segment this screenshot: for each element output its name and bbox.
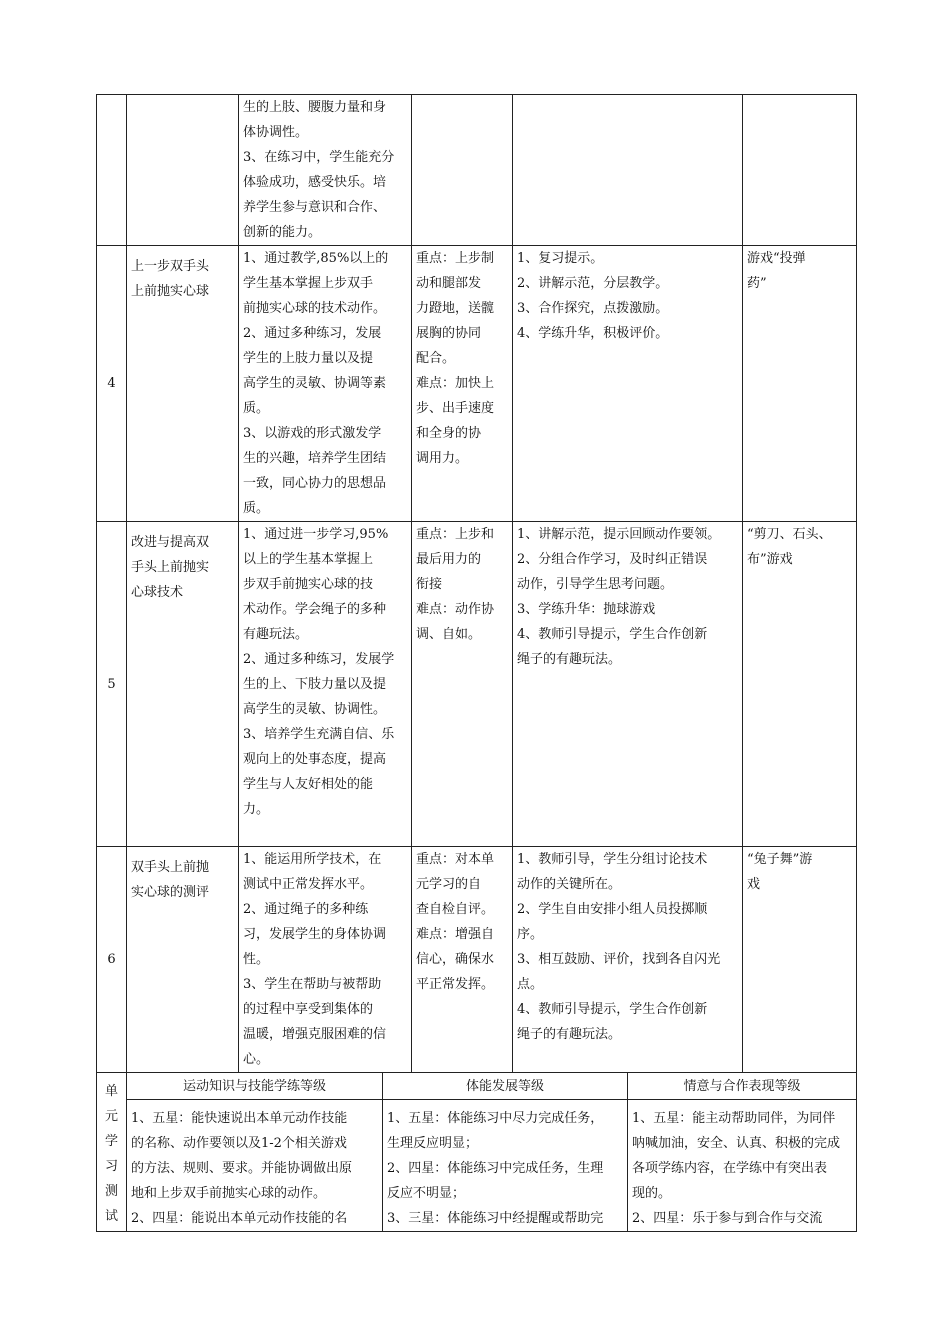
text-line: 3、相互鼓励、评价，找到各自闪光 bbox=[517, 952, 721, 967]
text-line: 1、五星：能快速说出本单元动作技能 bbox=[131, 1111, 348, 1126]
text-line: 3、三星：体能练习中经提醒或帮助完 bbox=[387, 1211, 604, 1226]
text-line: 创新的能力。 bbox=[243, 225, 322, 240]
text-line: 实心球的测评 bbox=[131, 885, 210, 900]
lesson-table bbox=[96, 94, 857, 1073]
lesson-row bbox=[97, 847, 857, 1073]
fitness-criteria bbox=[383, 1100, 628, 1232]
text-line: 现的。 bbox=[632, 1186, 672, 1201]
text-line: 2、通过绳子的多种练 bbox=[243, 902, 369, 917]
lesson-topic bbox=[127, 522, 239, 847]
text-line: 3、在练习中，学生能充分 bbox=[243, 150, 395, 165]
text-line: 3、学生在帮助与被帮助 bbox=[243, 977, 382, 992]
lesson-plan-page bbox=[96, 94, 856, 1232]
text-line: 的过程中享受到集体的 bbox=[243, 1002, 374, 1017]
text-line: 点。 bbox=[517, 977, 544, 992]
lesson-methods bbox=[513, 246, 743, 522]
text-line: 各项学练内容，在学练中有突出表 bbox=[632, 1161, 828, 1176]
text-line: 生理反应明显； bbox=[387, 1136, 479, 1151]
text-line: 最后用力的 bbox=[416, 552, 482, 567]
header-skills: 运动知识与技能学练等级 bbox=[127, 1073, 383, 1100]
text-line: 3、培养学生充满自信、乐 bbox=[243, 727, 395, 742]
text-line: 1、能运用所学技术，在 bbox=[243, 852, 382, 867]
text-line: 戏 bbox=[747, 877, 761, 892]
text-line: 温暖，增强克服困难的信 bbox=[243, 1027, 387, 1042]
text-line: 2、分组合作学习，及时纠正错误 bbox=[517, 552, 708, 567]
text-line: 高学生的灵敏、协调等素 bbox=[243, 376, 387, 391]
text-line: 高学生的灵敏、协调性。 bbox=[243, 702, 387, 717]
lesson-goals bbox=[239, 95, 412, 246]
text-line: 力蹬地，送髋 bbox=[416, 301, 495, 316]
lesson-goals bbox=[239, 522, 412, 847]
text-line: 的方法、规则、要求。并能协调做出原 bbox=[131, 1161, 353, 1176]
text-line: 2、四星：乐于参与到合作与交流 bbox=[632, 1211, 823, 1226]
text-line: 3、学练升华：抛球游戏 bbox=[517, 602, 656, 617]
text-line: 2、四星：体能练习中完成任务，生理 bbox=[387, 1161, 604, 1176]
lesson-row bbox=[97, 95, 857, 246]
assessment-table bbox=[96, 1072, 857, 1232]
text-line: 体验成功，感受快乐。培 bbox=[243, 175, 387, 190]
text-line: 动作，引导学生思考问题。 bbox=[517, 577, 674, 592]
lesson-keypoints bbox=[412, 522, 513, 847]
lesson-topic bbox=[127, 246, 239, 522]
text-line: 习，发展学生的身体协调 bbox=[243, 927, 387, 942]
text-line: 动和腿部发 bbox=[416, 276, 482, 291]
text-line: 手头上前抛实 bbox=[131, 560, 210, 575]
text-line: 1、复习提示。 bbox=[517, 251, 604, 266]
text-line: “兔子舞”游 bbox=[747, 852, 813, 867]
text-line: 游戏“投弹 bbox=[747, 251, 806, 266]
label-char: 测 bbox=[104, 1184, 118, 1199]
text-line: 前抛实心球的技术动作。 bbox=[243, 301, 387, 316]
text-line: 反应不明显； bbox=[387, 1186, 466, 1201]
text-line: 1、五星：能主动帮助同伴，为同伴 bbox=[632, 1111, 836, 1126]
lesson-methods bbox=[513, 522, 743, 847]
lesson-game bbox=[743, 246, 857, 522]
text-line: 观向上的处事态度，提高 bbox=[243, 752, 387, 767]
text-line: 绳子的有趣玩法。 bbox=[517, 652, 622, 667]
text-line: 动作的关键所在。 bbox=[517, 877, 622, 892]
lesson-topic bbox=[127, 95, 239, 246]
text-line: 1、讲解示范，提示回顾动作要领。 bbox=[517, 527, 721, 542]
lesson-keypoints bbox=[412, 95, 513, 246]
text-line: 难点：增强自 bbox=[416, 927, 495, 942]
lesson-row bbox=[97, 246, 857, 522]
text-line: 一致，同心协力的思想品 bbox=[243, 476, 387, 491]
text-line: 学生的上肢力量以及提 bbox=[243, 351, 374, 366]
text-line: 配合。 bbox=[416, 351, 456, 366]
lesson-keypoints bbox=[412, 847, 513, 1073]
lesson-game bbox=[743, 847, 857, 1073]
assessment-label bbox=[97, 1073, 127, 1232]
text-line: 展胸的协同 bbox=[416, 326, 482, 341]
text-line: 2、通过多种练习，发展 bbox=[243, 326, 382, 341]
lesson-goals bbox=[239, 847, 412, 1073]
text-line: 双手头上前抛 bbox=[131, 860, 210, 875]
text-line: 难点：加快上 bbox=[416, 376, 495, 391]
text-line: 呐喊加油，安全、认真、积极的完成 bbox=[632, 1136, 841, 1151]
text-line: 4、教师引导提示，学生合作创新 bbox=[517, 1002, 708, 1017]
text-line: 1、通过进一步学习,95% bbox=[243, 527, 389, 542]
lesson-number: 5 bbox=[97, 522, 127, 847]
text-line: 平正常发挥。 bbox=[416, 977, 495, 992]
text-line: 调、自如。 bbox=[416, 627, 482, 642]
text-line: 质。 bbox=[243, 401, 270, 416]
text-line: 1、通过教学,85%以上的 bbox=[243, 251, 389, 266]
lesson-number: 6 bbox=[97, 847, 127, 1073]
text-line: 药” bbox=[747, 276, 767, 291]
text-line: 元学习的自 bbox=[416, 877, 482, 892]
text-line: 4、学练升华，积极评价。 bbox=[517, 326, 669, 341]
text-line: 心球技术 bbox=[131, 585, 184, 600]
lesson-keypoints bbox=[412, 246, 513, 522]
text-line: 步双手前抛实心球的技 bbox=[243, 577, 374, 592]
lesson-topic bbox=[127, 847, 239, 1073]
text-line: 布”游戏 bbox=[747, 552, 793, 567]
skills-criteria bbox=[127, 1100, 383, 1232]
text-line: 心。 bbox=[243, 1052, 270, 1067]
attitude-criteria bbox=[628, 1100, 857, 1232]
text-line: 1、教师引导，学生分组讨论技术 bbox=[517, 852, 708, 867]
header-attitude: 情意与合作表现等级 bbox=[628, 1073, 857, 1100]
text-line: 和全身的协 bbox=[416, 426, 482, 441]
text-line: 养学生参与意识和合作、 bbox=[243, 200, 387, 215]
lesson-goals bbox=[239, 246, 412, 522]
text-line: 测试中正常发挥水平。 bbox=[243, 877, 374, 892]
text-line: 的名称、动作要领以及1-2个相关游戏 bbox=[131, 1136, 347, 1151]
lesson-methods bbox=[513, 95, 743, 246]
text-line: 性。 bbox=[243, 952, 270, 967]
lesson-game bbox=[743, 95, 857, 246]
label-char: 试 bbox=[104, 1209, 118, 1224]
text-line: 重点：对本单 bbox=[416, 852, 495, 867]
text-line: 绳子的有趣玩法。 bbox=[517, 1027, 622, 1042]
text-line: 上前抛实心球 bbox=[131, 284, 210, 299]
text-line: 上一步双手头 bbox=[131, 259, 210, 274]
text-line: 3、以游戏的形式激发学 bbox=[243, 426, 382, 441]
header-fitness: 体能发展等级 bbox=[383, 1073, 628, 1100]
text-line: 重点：上步制 bbox=[416, 251, 495, 266]
text-line: 力。 bbox=[243, 802, 270, 817]
text-line: 术动作。学会绳子的多种 bbox=[243, 602, 387, 617]
label-char: 元 bbox=[104, 1109, 118, 1124]
text-line: 序。 bbox=[517, 927, 544, 942]
text-line: 重点：上步和 bbox=[416, 527, 495, 542]
lesson-row bbox=[97, 522, 857, 847]
text-line: 调用力。 bbox=[416, 451, 469, 466]
lesson-methods bbox=[513, 847, 743, 1073]
text-line: 信心，确保水 bbox=[416, 952, 495, 967]
text-line: 以上的学生基本掌握上 bbox=[243, 552, 374, 567]
text-line: 2、四星：能说出本单元动作技能的名 bbox=[131, 1211, 348, 1226]
text-line: 4、教师引导提示，学生合作创新 bbox=[517, 627, 708, 642]
lesson-number bbox=[97, 95, 127, 246]
text-line: 2、讲解示范，分层教学。 bbox=[517, 276, 669, 291]
text-line: “剪刀、石头、 bbox=[747, 527, 832, 542]
lesson-number: 4 bbox=[97, 246, 127, 522]
text-line: 地和上步双手前抛实心球的动作。 bbox=[131, 1186, 327, 1201]
text-line: 2、学生自由安排小组人员投掷顺 bbox=[517, 902, 708, 917]
lesson-game bbox=[743, 522, 857, 847]
text-line: 有趣玩法。 bbox=[243, 627, 309, 642]
text-line: 体协调性。 bbox=[243, 125, 309, 140]
text-line: 1、五星：体能练习中尽力完成任务， bbox=[387, 1111, 604, 1126]
text-line: 衔接 bbox=[416, 577, 443, 592]
text-line: 质。 bbox=[243, 501, 270, 516]
text-line: 3、合作探究，点拨激励。 bbox=[517, 301, 669, 316]
text-line: 步、出手速度 bbox=[416, 401, 495, 416]
text-line: 难点：动作协 bbox=[416, 602, 495, 617]
text-line: 生的上、下肢力量以及提 bbox=[243, 677, 387, 692]
text-line: 改进与提高双 bbox=[131, 535, 210, 550]
text-line: 生的兴趣，培养学生团结 bbox=[243, 451, 387, 466]
text-line: 2、通过多种练习，发展学 bbox=[243, 652, 395, 667]
text-line: 学生基本掌握上步双手 bbox=[243, 276, 374, 291]
text-line: 查自检自评。 bbox=[416, 902, 495, 917]
label-char: 习 bbox=[104, 1159, 118, 1174]
label-char: 学 bbox=[104, 1134, 118, 1149]
label-char: 单 bbox=[104, 1084, 118, 1099]
text-line: 生的上肢、腰腹力量和身 bbox=[243, 100, 387, 115]
text-line: 学生与人友好相处的能 bbox=[243, 777, 374, 792]
